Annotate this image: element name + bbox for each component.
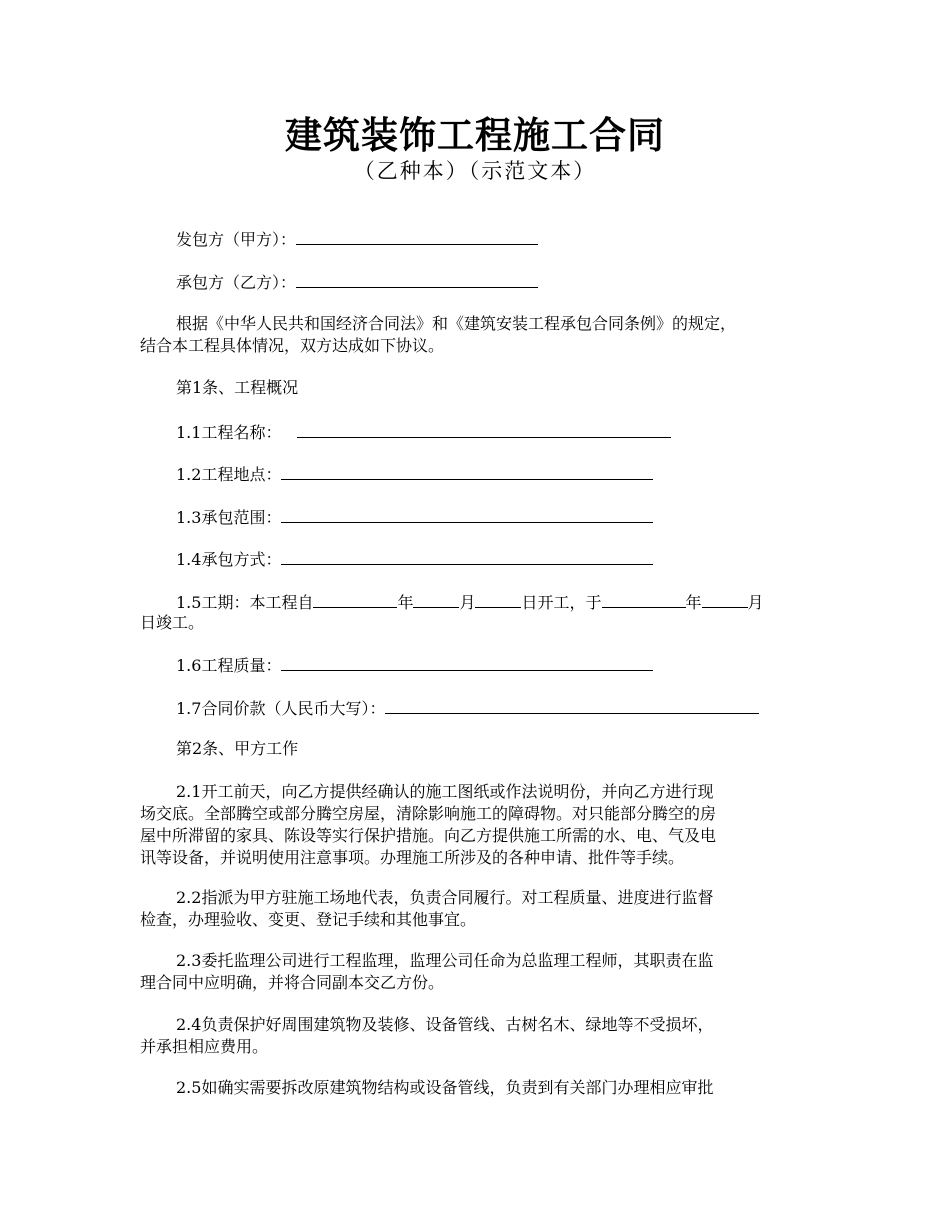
party-b-line	[140, 270, 840, 294]
clause-2-1-line: 场交底。全部腾空或部分腾空房屋，清除影响施工的障碍物。对只能部分腾空的房	[140, 804, 717, 823]
article-1-heading: 第1条、工程概况	[176, 378, 299, 397]
end-year-blank	[602, 590, 686, 608]
period-prefix: 1.5工期：本工程自	[176, 593, 314, 612]
start-day-blank	[475, 590, 521, 608]
period-month-1: 月	[459, 593, 476, 612]
start-month-blank	[413, 590, 459, 608]
project-location-blank	[281, 462, 653, 480]
end-month-blank	[702, 590, 748, 608]
project-name-line	[140, 420, 840, 444]
clause-2-4-line: 2.4负责保护好周围建筑物及装修、设备管线、古树名木、绿地等不受损坏，	[176, 1015, 714, 1034]
contract-price-line	[140, 696, 840, 720]
contract-scope-line	[140, 505, 840, 529]
party-a-label: 发包方（甲方）：	[176, 230, 297, 249]
party-b-blank	[296, 270, 538, 288]
clause-2-1-line: 屋中所滞留的家具、陈设等实行保护措施。向乙方提供施工所需的水、电、气及电	[140, 826, 717, 845]
period-line-2: 日竣工。	[140, 613, 205, 632]
clause-2-1-line: 讯等设备，并说明使用注意事项。办理施工所涉及的各种申请、批件等手续。	[140, 848, 685, 867]
project-location-line	[140, 462, 840, 486]
article-2-heading: 第2条、甲方工作	[176, 739, 299, 758]
document-subtitle: （乙种本）（示范文本）	[353, 159, 597, 183]
contract-method-label: 1.4承包方式：	[176, 550, 282, 569]
contract-method-blank	[281, 547, 653, 565]
contract-method-line	[140, 547, 840, 571]
contract-price-blank	[385, 696, 759, 714]
contract-scope-blank	[281, 505, 653, 523]
period-year-2: 年	[685, 593, 702, 612]
project-name-blank	[297, 420, 671, 438]
clause-2-5-line: 2.5如确实需要拆改原建筑物结构或设备管线，负责到有关部门办理相应审批	[176, 1078, 714, 1097]
clause-2-3-line: 理合同中应明确，并将合同副本交乙方份。	[140, 973, 445, 992]
contract-price-label: 1.7合同价款（人民币大写）：	[176, 699, 386, 718]
period-year-1: 年	[397, 593, 414, 612]
project-quality-line	[140, 653, 840, 677]
intro-line-2: 结合本工程具体情况，双方达成如下协议。	[140, 336, 445, 355]
project-quality-blank	[281, 653, 653, 671]
project-name-label: 1.1工程名称：	[176, 423, 282, 442]
contract-scope-label: 1.3承包范围：	[176, 508, 282, 527]
period-month-2: 月	[747, 593, 764, 612]
clause-2-3-line: 2.3委托监理公司进行工程监理，监理公司任命为总监理工程师，其职责在监	[176, 951, 714, 970]
period-day-1: 日开工，于	[521, 593, 602, 612]
clause-2-2-line: 检查，办理验收、变更、登记手续和其他事宜。	[140, 910, 477, 929]
clause-2-1-line: 2.1开工前天，向乙方提供经确认的施工图纸或作法说明份，并向乙方进行现	[176, 782, 714, 801]
period-line-1	[140, 590, 840, 614]
party-a-line	[140, 227, 840, 251]
intro-line-1: 根据《中华人民共和国经济合同法》和《建筑安装工程承包合同条例》的规定，	[176, 314, 737, 333]
clause-2-4-line: 并承担相应费用。	[140, 1037, 269, 1056]
party-a-blank	[296, 227, 538, 245]
party-b-label: 承包方（乙方）：	[176, 273, 297, 292]
start-year-blank	[313, 590, 397, 608]
document-title: 建筑装饰工程施工合同	[285, 113, 665, 157]
project-quality-label: 1.6工程质量：	[176, 656, 282, 675]
clause-2-2-line: 2.2指派为甲方驻施工场地代表，负责合同履行。对工程质量、进度进行监督	[176, 888, 714, 907]
project-location-label: 1.2工程地点：	[176, 465, 282, 484]
